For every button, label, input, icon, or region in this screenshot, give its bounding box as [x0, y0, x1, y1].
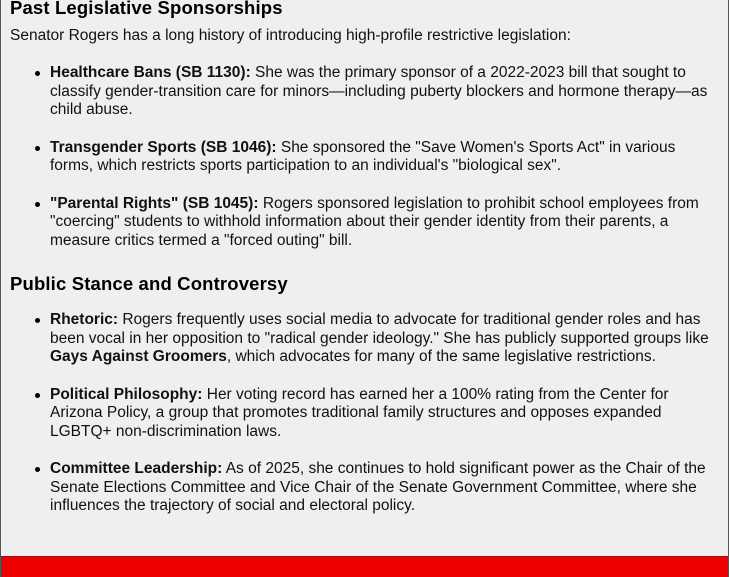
legislative-sponsorships-section — [10, 0, 718, 250]
footer-bar — [1, 556, 728, 577]
item-text: Her voting record has earned her a 100% rating from the Center for Arizona Policy, a group that promotes traditional family structures and opposes expanded LGBTQ+ non-discrimination laws. — [50, 385, 669, 440]
item-text: Rogers frequently uses social media to advocate for traditional gender roles and has been vocal in her opposition to "radical gender ideology." She has publicly supported groups like — [50, 311, 709, 347]
list-item-parental-rights — [10, 195, 718, 251]
section-heading-public-stance: Public Stance and Controversy — [10, 273, 288, 294]
item-bold-text: Gays Against Groomers — [50, 348, 227, 365]
list-item-political-philosophy — [10, 386, 718, 442]
section-heading-sponsorships: Past Legislative Sponsorships — [10, 0, 283, 18]
item-label: Political Philosophy: — [50, 385, 203, 403]
bullet-icon — [35, 71, 40, 76]
item-label: Transgender Sports (SB 1046): — [50, 138, 277, 156]
item-text: Rogers sponsored legislation to prohibit school employees from "coercing" students to withhold information about their gender identity from their parents, a measure critics termed a "forced outing" bill. — [50, 194, 699, 249]
item-label: "Parental Rights" (SB 1045): — [50, 194, 259, 212]
bullet-icon — [35, 393, 40, 398]
list-item-healthcare-bans — [10, 64, 718, 120]
stance-list — [10, 311, 718, 516]
list-item-rhetoric — [10, 311, 718, 367]
public-stance-section — [10, 272, 718, 516]
sponsorship-list — [10, 64, 718, 250]
item-text: As of 2025, she continues to hold significant power as the Chair of the Senate Elections Committee and Vice Chair of the Senate Government Committee, where she influences the trajectory of social and electoral policy. — [50, 460, 706, 514]
bullet-icon — [35, 146, 40, 151]
item-text: She was the primary sponsor of a 2022-2023 bill that sought to classify gender-transition care for minors—including puberty blockers and hormone therapy—as child abuse. — [50, 64, 708, 118]
item-text: She sponsored the "Save Women's Sports Act" in various forms, which restricts sports participation to an individual's "biological sex". — [50, 138, 676, 174]
article-content — [10, 0, 718, 516]
list-item-committee-leadership — [10, 460, 718, 516]
item-text: , which advocates for many of the same legislative restrictions. — [226, 348, 656, 365]
bullet-icon — [35, 467, 40, 472]
item-label: Rhetoric: — [50, 311, 119, 328]
item-label: Committee Leadership: — [50, 460, 223, 477]
bullet-icon — [35, 318, 40, 323]
bullet-icon — [35, 202, 40, 207]
item-label: Healthcare Bans (SB 1130): — [50, 64, 251, 81]
list-item-transgender-sports — [10, 139, 718, 176]
section-intro: Senator Rogers has a long history of introducing high-profile restrictive legislation: — [10, 27, 571, 44]
